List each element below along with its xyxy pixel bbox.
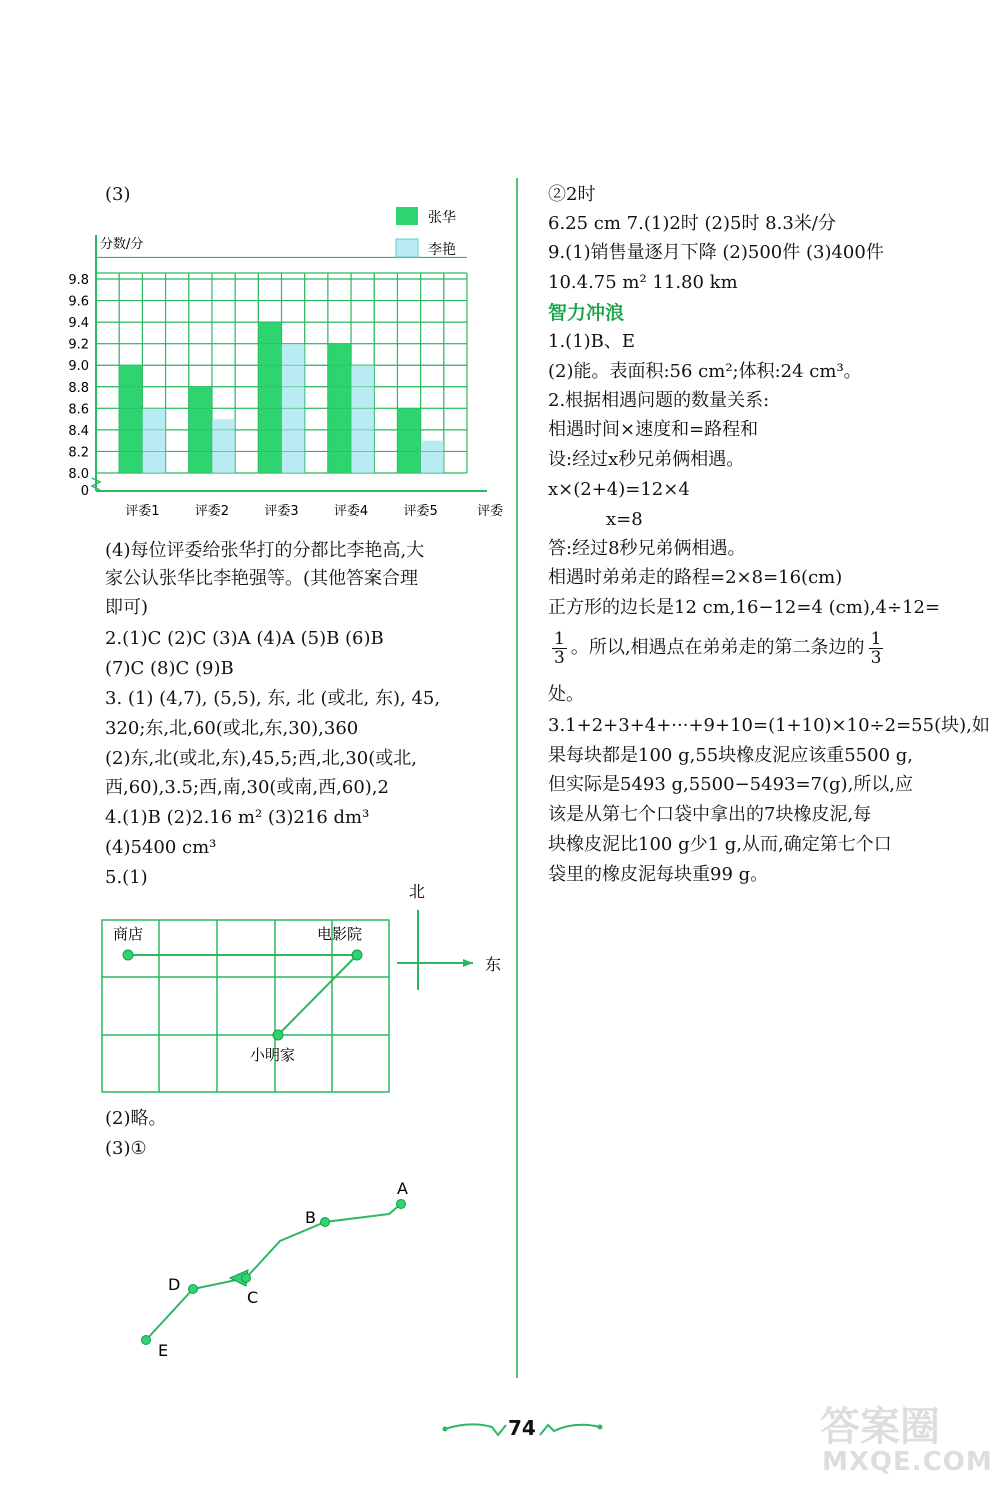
home-point — [273, 1030, 283, 1040]
map-diagram — [95, 875, 515, 1100]
r-line10: x×(2+4)=12×4 — [548, 479, 690, 500]
shop-label: 商店 — [113, 925, 144, 943]
r-line12: 答:经过8秒兄弟俩相遇。 — [548, 538, 746, 559]
point-a — [397, 1200, 406, 1209]
q3-line1: 3. (1) (4,7), (5,5), 东, 北 (或北, 东), 45, — [105, 688, 441, 709]
point-d — [189, 1285, 198, 1294]
x-tick-label: 评委3 — [264, 504, 299, 519]
route-line — [146, 1204, 401, 1340]
r-line16: 处。 — [548, 684, 584, 705]
r-line2: 6.25 cm 7.(1)2时 (2)5时 8.3米/分 — [548, 213, 836, 234]
q4-line2: (4)5400 cm³ — [105, 837, 217, 858]
bar-zhanghua — [258, 322, 281, 473]
r-line21: 块橡皮泥比100 g少1 g,从而,确定第七个口 — [548, 834, 892, 855]
bar-liyan — [421, 441, 444, 473]
y-tick-label: 8.2 — [68, 445, 89, 461]
y-tick-label: 8.4 — [68, 423, 89, 439]
x-tick-label: 评委1 — [125, 504, 160, 519]
fraction-one-third-a: $\frac{1}{3}$ — [554, 628, 565, 668]
r-line15: $\frac{1}{3}$ 。所以,相遇点在弟弟走的第二条边的 $\frac{1}{3}$ — [554, 628, 882, 668]
chart-yticks — [68, 273, 89, 499]
axis-break-icon — [92, 478, 100, 490]
east-arrow-icon — [463, 959, 473, 967]
label-a: A — [397, 1179, 408, 1198]
fraction-one-third-b: $\frac{1}{3}$ — [870, 628, 882, 668]
y-tick-label: 9.4 — [68, 316, 89, 332]
cinema-label: 电影院 — [317, 925, 363, 943]
x-tick-label: 评委2 — [194, 504, 230, 519]
point-e — [142, 1336, 151, 1345]
y-axis-label: 分数/分 — [100, 237, 144, 252]
route-diagram — [130, 1170, 430, 1370]
chart-xticks — [125, 504, 503, 519]
bar-liyan — [142, 408, 165, 473]
r-line22: 袋里的橡皮泥每块重99 g。 — [548, 864, 769, 885]
r-line4: 10.4.75 m² 11.80 km — [548, 272, 738, 293]
y-tick-label: 9.0 — [68, 359, 89, 375]
r-line17: 3.1+2+3+4+···+9+10=(1+10)×10÷2=55(块),如 — [548, 715, 990, 736]
y-tick-label: 9.2 — [68, 337, 89, 353]
r-line3: 9.(1)销售量逐月下降 (2)500件 (3)400件 — [548, 242, 884, 263]
x-tick-label: 评委4 — [333, 504, 369, 519]
q5-3: (3)① — [105, 1138, 147, 1159]
point-c — [242, 1274, 251, 1283]
cinema-point — [352, 950, 362, 960]
q3-line3: (2)东,北(或北,东),45,5;西,北,30(或北, — [105, 748, 417, 769]
q5-label: 5.(1) — [105, 867, 148, 888]
bar-liyan — [212, 419, 235, 473]
home-cinema-line — [278, 955, 357, 1035]
legend-swatch-liyan — [396, 239, 418, 257]
y-tick-label: 8.6 — [68, 402, 89, 418]
x-tick-label: 评委5 — [403, 504, 438, 519]
bar-zhanghua — [397, 408, 420, 473]
q4-line1: 4.(1)B (2)2.16 m² (3)216 dm³ — [105, 807, 370, 828]
bar-liyan — [351, 365, 374, 473]
q5-2: (2)略。 — [105, 1108, 167, 1129]
r-line5: 1.(1)B、E — [548, 331, 636, 352]
east-label: 东 — [485, 955, 502, 974]
y-tick-label: 9.8 — [68, 273, 89, 288]
x-tick-label: 评委 — [477, 504, 504, 519]
watermark-url: MXQE.COM — [822, 1447, 993, 1477]
q3-line4: 西,60),3.5;西,南,30(或南,西,60),2 — [105, 777, 389, 798]
item4-line2: 家公认张华比李艳强等。(其他答案合理 — [105, 568, 419, 589]
north-label: 北 — [409, 882, 426, 901]
r-line19: 但实际是5493 g,5500−5493=7(g),所以,应 — [548, 774, 914, 795]
bar-chart — [60, 195, 520, 525]
map-grid — [102, 920, 389, 1092]
y-tick-label: 0 — [80, 484, 89, 499]
label-e: E — [158, 1341, 169, 1360]
shop-point — [123, 950, 133, 960]
r-line8: 相遇时间×速度和=路程和 — [548, 419, 759, 440]
r-line1: ②2时 — [548, 184, 596, 205]
page-footer-ornament — [440, 1405, 610, 1445]
r-line7: 2.根据相遇问题的数量关系: — [548, 390, 770, 411]
r-line20: 该是从第七个口袋中拿出的7块橡皮泥,每 — [548, 804, 872, 825]
r-line9: 设:经过x秒兄弟俩相遇。 — [548, 449, 745, 470]
legend-label-zhanghua: 张华 — [428, 210, 456, 226]
r-line13: 相遇时弟弟走的路程=2×8=16(cm) — [548, 567, 843, 588]
y-tick-label: 8.0 — [68, 467, 89, 482]
label-d: D — [168, 1275, 181, 1294]
label-b: B — [305, 1208, 316, 1227]
r-line18: 果每块都是100 g,55块橡皮泥应该重5500 g, — [548, 745, 913, 766]
q2-line2: (7)C (8)C (9)B — [105, 658, 234, 679]
section-title: 智力冲浪 — [548, 302, 625, 324]
home-label: 小明家 — [250, 1046, 296, 1064]
watermark-logo: 答案圈 — [820, 1404, 940, 1450]
legend-swatch-zhanghua — [396, 207, 418, 225]
q3-line2: 320;东,北,60(或北,东,30),360 — [105, 718, 359, 739]
q2-line1: 2.(1)C (2)C (3)A (4)A (5)B (6)B — [105, 628, 384, 649]
y-tick-label: 8.8 — [68, 380, 89, 396]
legend-label-liyan: 李艳 — [428, 242, 456, 258]
r-line6: (2)能。表面积:56 cm²;体积:24 cm³。 — [548, 361, 862, 382]
item4-line3: 即可) — [105, 597, 149, 618]
y-tick-label: 9.6 — [68, 294, 89, 310]
bar-zhanghua — [119, 365, 142, 473]
item4-line1: (4)每位评委给张华打的分都比李艳高,大 — [105, 540, 425, 561]
r-line11: x=8 — [606, 509, 643, 530]
label-c: C — [247, 1288, 259, 1307]
item3-label: (3) — [105, 184, 131, 205]
page-number: 74 — [508, 1416, 536, 1440]
point-b — [321, 1218, 330, 1227]
chart-bars — [96, 257, 467, 473]
r-line14: 正方形的边长是12 cm,16−12=4 (cm),4÷12= — [548, 597, 941, 618]
